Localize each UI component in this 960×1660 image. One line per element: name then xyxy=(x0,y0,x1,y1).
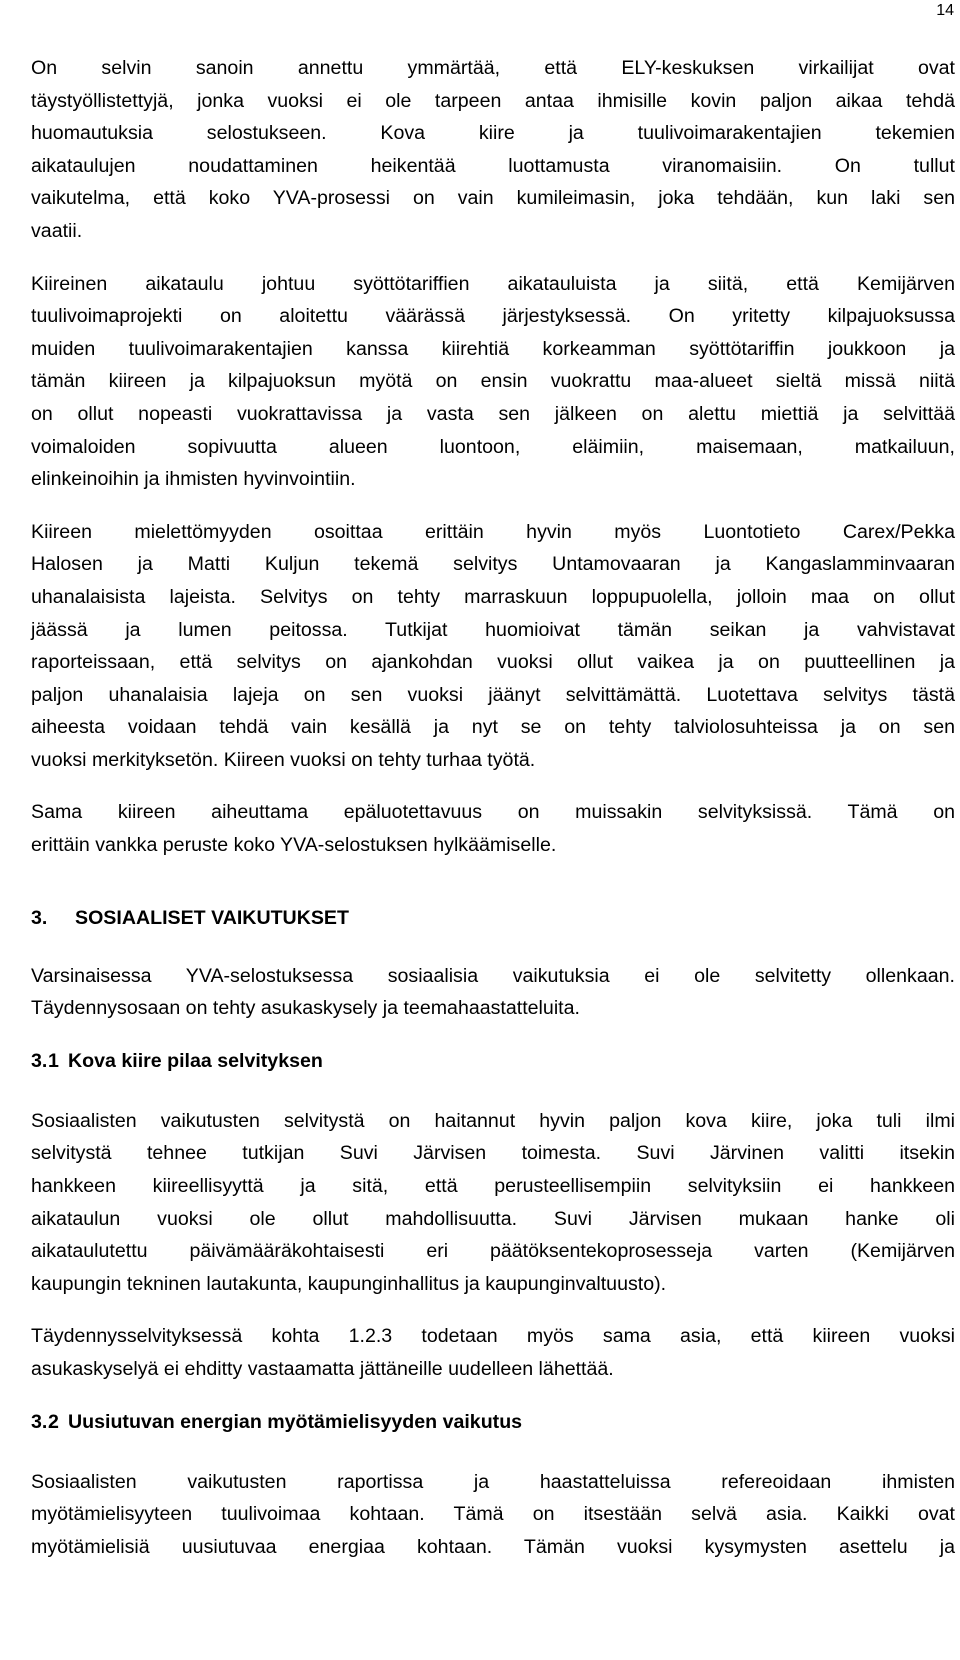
heading-title: Uusiutuvan energian myötämielisyyden vaikutus xyxy=(68,1410,523,1433)
heading-number-sub: 2 xyxy=(48,1410,59,1433)
text-line: muiden tuulivoimarakentajien kanssa kiirehtiä korkeamman syöttötariffin joukkoon ja xyxy=(31,337,955,360)
document-body xyxy=(31,52,955,1563)
heading-number: 3. xyxy=(31,906,48,929)
text-line: kaupungin tekninen lautakunta, kaupunginhallitus ja kaupunginvaltuusto). xyxy=(31,1272,667,1295)
text-line: Sosiaalisten vaikutusten selvitystä on haitannut hyvin paljon kova kiire, joka tuli ilmi xyxy=(31,1109,955,1132)
text-line: tuulivoimaprojekti on aloitettu väärässä järjestyksessä. On yritetty kilpajuoksussa xyxy=(31,305,955,328)
heading-number: 3. xyxy=(31,1049,48,1072)
paragraph-supplement-survey xyxy=(31,1320,955,1385)
text-line: myötämielisyyteen tuulivoimaa kohtaan. Tämä on itsestään selvä asia. Kaikki ovat xyxy=(31,1503,955,1526)
text-line: uhanalaisista lajeista. Selvitys on tehty marraskuun loppupuolella, jolloin maa on ollut xyxy=(31,585,955,608)
text-line: aiheesta voidaan tehdä vain kesällä ja nyt se on tehty talviolosuhteissa ja on sen xyxy=(31,716,955,739)
text-line: täystyöllistettyjä, jonka vuoksi ei ole tarpeen antaa ihmisille kovin paljon aikaa tehdä xyxy=(31,89,955,112)
text-line: Täydennysosaan on tehty asukaskysely ja teemahaastatteluita. xyxy=(31,997,580,1020)
heading-title: Kova kiire pilaa selvityksen xyxy=(68,1049,323,1072)
text-line: Sama kiireen aiheuttama epäluotettavuus on muissakin selvityksissä. Tämä on xyxy=(31,801,955,824)
paragraph-social-survey-rush xyxy=(31,1105,955,1301)
text-line: On selvin sanoin annettu ymmärtää, että ELY-keskuksen virkailijat ovat xyxy=(31,57,955,79)
text-line: vaikutelma, että koko YVA-prosessi on vain kumileimasin, joka tehdään, kun laki sen xyxy=(31,187,955,210)
text-line: hankkeen kiireellisyyttä ja sitä, että perusteellisempiin selvityksiin ei hankkeen xyxy=(31,1175,955,1198)
text-line: aikataulun vuoksi ole ollut mahdollisuutta. Suvi Järvisen mukaan hanke oli xyxy=(31,1207,955,1230)
text-line: jäässä ja lumen peitossa. Tutkijat huomioivat tämän seikan ja vahvistavat xyxy=(31,618,955,641)
paragraph-tight-schedule xyxy=(31,268,955,496)
text-line: aikataulutettu päivämääräkohtaisesti eri päätöksentekoprosesseja varten (Kemijärven xyxy=(31,1240,955,1263)
text-line: Halosen ja Matti Kuljun tekemä selvitys Untamovaaran ja Kangaslamminvaaran xyxy=(31,553,955,576)
heading-number-sub: 1 xyxy=(48,1049,59,1072)
heading-title: SOSIAALISET VAIKUTUKSET xyxy=(75,906,349,929)
text-line: asukaskyselyä ei ehditty vastaamatta jättäneille uudelleen lähettää. xyxy=(31,1358,614,1380)
heading-number: 3. xyxy=(31,1410,48,1433)
text-line: tämän kiireen ja kilpajuoksun myötä on ensin vuokrattu maa-alueet sieltä missä niitä xyxy=(31,370,955,393)
paragraph-unreliability xyxy=(31,796,955,861)
heading-section-3-2 xyxy=(31,1406,955,1438)
paragraph-carex-survey xyxy=(31,516,955,777)
text-line: Sosiaalisten vaikutusten raportissa ja haastatteluissa refereoidaan ihmisten xyxy=(31,1470,955,1493)
text-line: on ollut nopeasti vuokrattavissa ja vasta sen jälkeen on alettu miettiä ja selvittää xyxy=(31,402,955,425)
page-number: 14 xyxy=(936,2,954,19)
text-line: vuoksi merkityksetön. Kiireen vuoksi on tehty turhaa työtä. xyxy=(31,748,536,771)
paragraph-renewable-attitudes xyxy=(31,1466,955,1564)
paragraph-social-impacts xyxy=(31,960,955,1025)
text-line: selvitystä tehnee tutkijan Suvi Järvisen toimesta. Suvi Järvinen valitti itsekin xyxy=(31,1142,955,1165)
text-line: Kiireen mielettömyyden osoittaa erittäin hyvin myös Luontotieto Carex/Pekka xyxy=(31,520,955,543)
text-line: voimaloiden sopivuutta alueen luontoon, eläimiin, maisemaan, matkailuun, xyxy=(31,435,955,458)
text-line: Kiireinen aikataulu johtuu syöttötariffien aikatauluista ja siitä, että Kemijärven xyxy=(31,272,955,295)
text-line: raporteissaan, että selvitys on ajankohdan vuoksi ollut vaikea ja on puutteellinen ja xyxy=(31,651,955,674)
text-line: paljon uhanalaisia lajeja on sen vuoksi jäänyt selvittämättä. Luotettava selvitys tästä xyxy=(31,683,955,706)
text-line: huomautuksia selostukseen. Kova kiire ja tuulivoimarakentajien tekemien xyxy=(31,122,955,145)
text-line: elinkeinoihin ja ihmisten hyvinvointiin. xyxy=(31,468,356,491)
paragraph-ely-resources xyxy=(31,52,955,248)
text-line: Varsinaisessa YVA-selostuksessa sosiaalisia vaikutuksia ei ole selvitetty ollenkaan. xyxy=(31,964,955,987)
text-line: erittäin vankka peruste koko YVA-selostuksen hylkäämiselle. xyxy=(31,834,557,857)
heading-section-3-1 xyxy=(31,1045,955,1077)
text-line: myötämielisiä uusiutuvaa energiaa kohtaan. Tämän vuoksi kysymysten asettelu ja xyxy=(31,1535,955,1558)
heading-section-3 xyxy=(31,902,955,934)
text-line: aikataulujen noudattaminen heikentää luottamusta viranomaisiin. On tullut xyxy=(31,154,955,177)
text-line: Täydennysselvityksessä kohta 1.2.3 todetaan myös sama asia, että kiireen vuoksi xyxy=(31,1325,955,1348)
text-line: vaatii. xyxy=(31,219,83,242)
